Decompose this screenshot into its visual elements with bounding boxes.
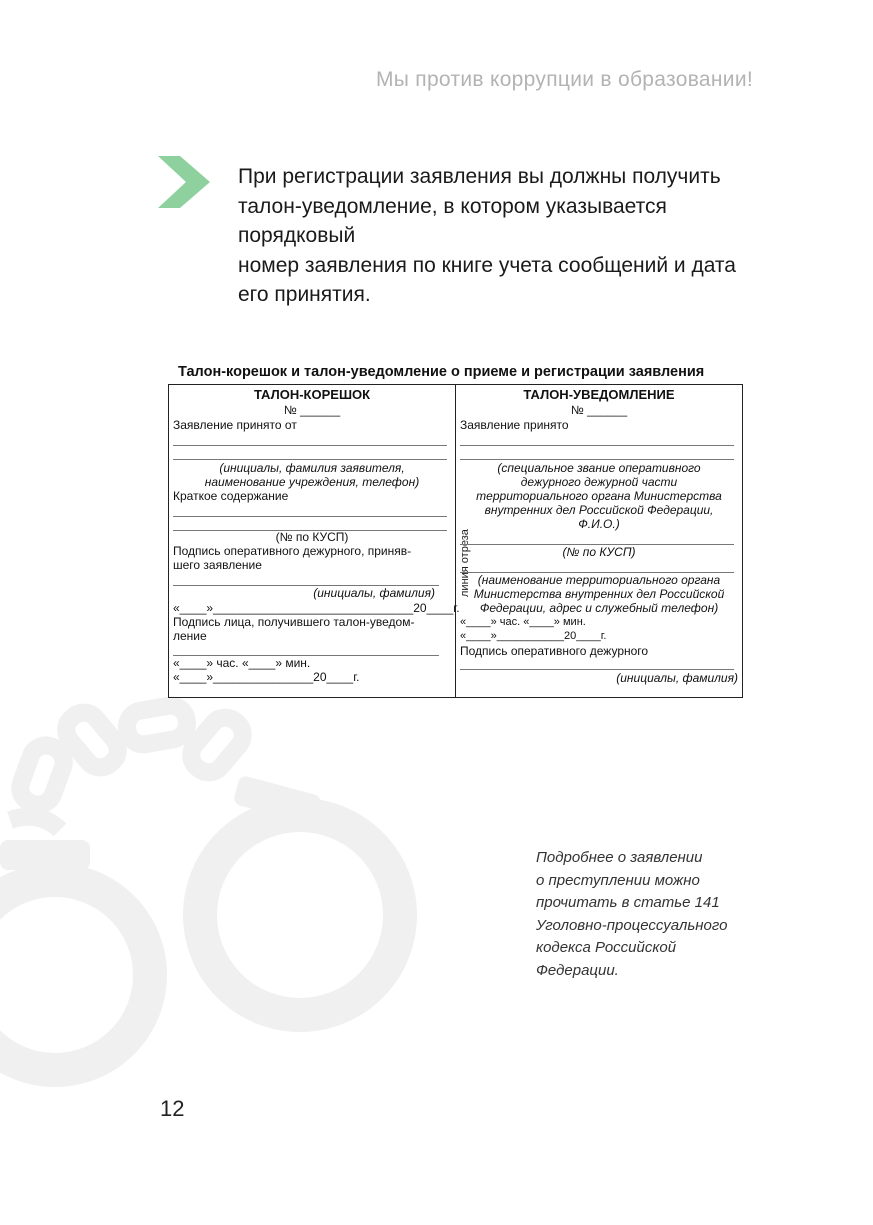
side-note-line: Федерации. <box>536 961 619 979</box>
stub-date: «____»_______________20____г. <box>173 670 360 684</box>
notice-column <box>456 385 742 697</box>
fill-line <box>173 516 447 517</box>
intro-line: его принятия. <box>238 283 371 306</box>
registration-form <box>168 384 743 698</box>
notice-date: «____»___________20____г. <box>460 630 607 642</box>
notice-officer-note: внутренних дел Российской Федерации, <box>484 503 714 517</box>
page-number: 12 <box>160 1096 185 1121</box>
stub-time: «____» час. «____» мин. <box>173 656 311 670</box>
fill-line <box>173 445 447 446</box>
notice-org-note: Министерства внутренних дел Российской <box>473 587 725 601</box>
notice-officer-signature: Подпись оперативного дежурного <box>460 644 649 658</box>
side-note-line: о преступлении можно <box>536 871 700 889</box>
side-note-line: прочитать в статье 141 <box>536 894 720 911</box>
chevron-right-icon <box>158 156 210 208</box>
fill-line <box>460 445 734 446</box>
stub-officer-signature: шего заявление <box>173 558 262 572</box>
stub-number: № ______ <box>283 403 341 417</box>
notice-received: Заявление принято <box>460 418 569 432</box>
fill-line <box>460 459 734 460</box>
intro-paragraph <box>238 162 758 310</box>
intro-line: При регистрации заявления вы должны получить <box>238 165 721 188</box>
notice-org-note: (наименование территориального органа <box>477 573 721 587</box>
notice-heading: ТАЛОН-УВЕДОМЛЕНИЕ <box>523 387 675 402</box>
notice-kusp: (№ по КУСП) <box>562 545 636 559</box>
stub-heading: ТАЛОН-КОРЕШОК <box>253 387 371 402</box>
stub-summary-label: Краткое содержание <box>173 489 289 503</box>
intro-line: талон-уведомление, в котором указывается порядковый <box>238 194 667 247</box>
stub-note-applicant: наименование учреждения, телефон) <box>204 475 420 489</box>
form-title: Талон-корешок и талон-уведомление о приеме и регистрации заявления <box>178 364 705 380</box>
notice-initials: (инициалы, фамилия) <box>616 671 738 685</box>
intro-line: номер заявления по книге учета сообщений и дата <box>238 253 736 277</box>
notice-officer-note: Ф.И.О.) <box>578 517 620 531</box>
notice-org-note: Федерации, адрес и служебный телефон) <box>479 601 719 615</box>
side-note-line: Уголовно-процессуального <box>536 916 728 934</box>
side-note-line: Подробнее о заявлении <box>536 849 703 866</box>
stub-officer-signature: Подпись оперативного дежурного, приняв- <box>173 544 412 558</box>
stub-recipient-signature: ление <box>173 629 207 643</box>
side-note <box>536 847 736 982</box>
stub-column <box>169 385 460 697</box>
notice-officer-note: дежурного дежурной части <box>520 475 678 489</box>
stub-initials: (инициалы, фамилия) <box>313 586 435 600</box>
notice-number: № ______ <box>570 403 628 417</box>
cut-line-label: линия отреза <box>459 529 471 597</box>
page-header-title: Мы против коррупции в образовании! <box>375 68 753 91</box>
fill-line <box>173 459 447 460</box>
stub-date: «____»______________________________20____г. <box>173 601 460 615</box>
stub-received-from: Заявление принято от <box>173 418 297 432</box>
side-note-line: кодекса Российской <box>536 939 677 956</box>
handcuffs-watermark-icon <box>0 690 430 1100</box>
notice-time: «____» час. «____» мин. <box>460 616 586 628</box>
fill-line <box>460 669 734 670</box>
stub-recipient-signature: Подпись лица, получившего талон-уведом- <box>173 615 415 629</box>
stub-kusp: (№ по КУСП) <box>275 530 349 544</box>
notice-officer-note: (специальное звание оперативного <box>497 461 701 475</box>
notice-officer-note: территориального органа Министерства <box>476 489 722 503</box>
stub-note-applicant: (инициалы, фамилия заявителя, <box>219 461 405 475</box>
